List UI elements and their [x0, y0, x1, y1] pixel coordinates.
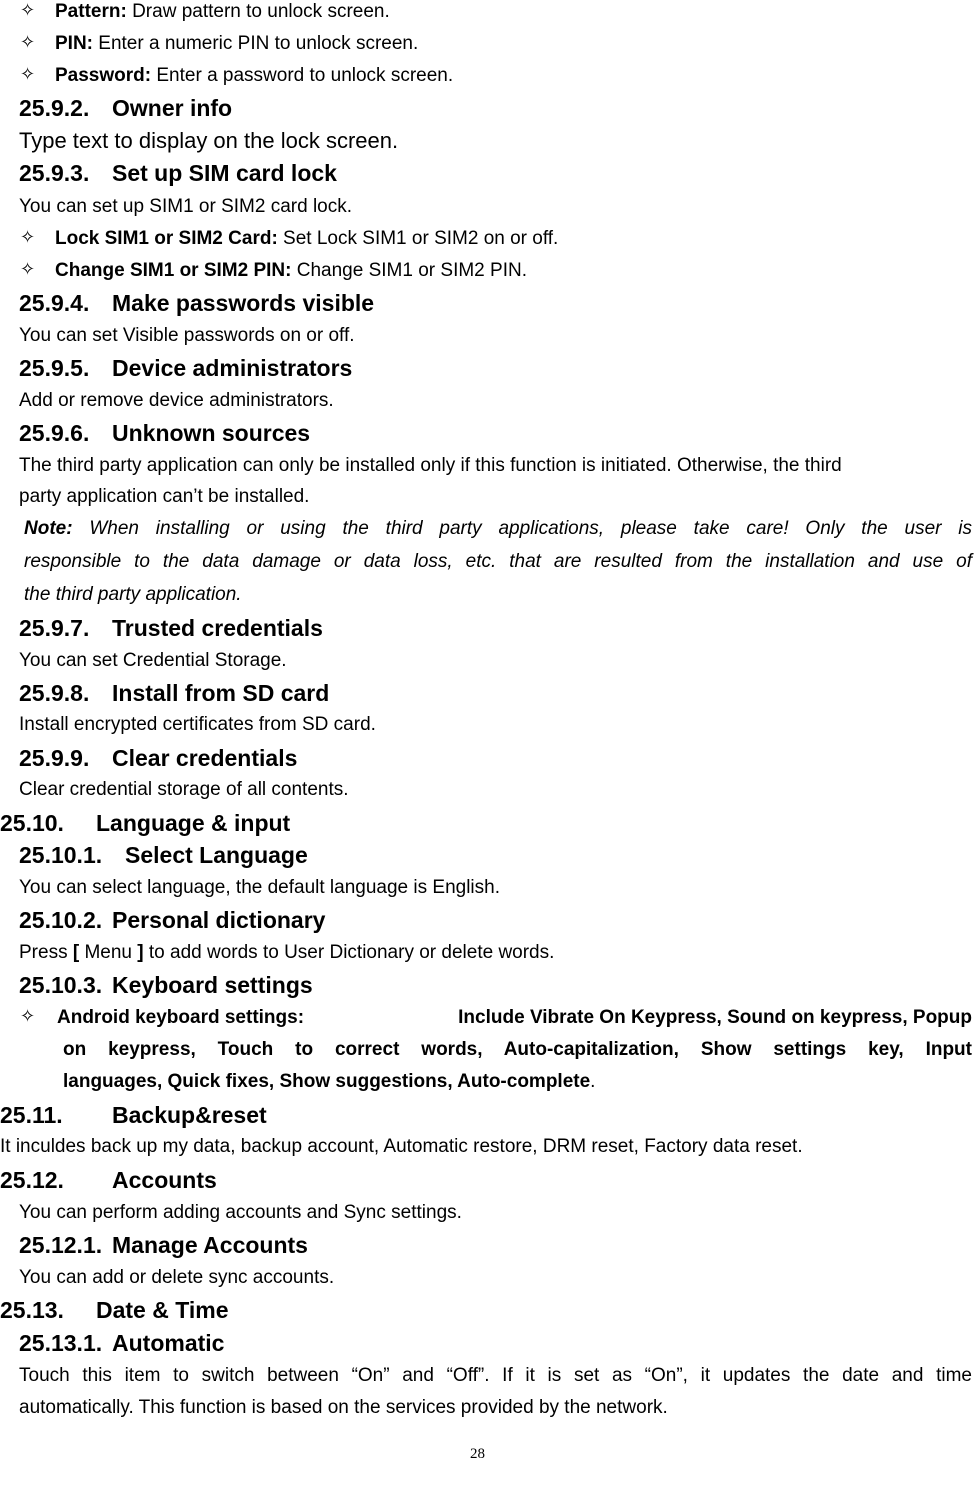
list-item-android-keyboard [57, 1007, 972, 1029]
bullet-icon: ✧ [20, 227, 36, 248]
section-title: Set up SIM card lock [112, 160, 337, 186]
list-item-line [63, 1071, 595, 1093]
heading-install-sd-card [19, 680, 329, 707]
heading-owner-info [19, 95, 232, 122]
paragraph: You can set up SIM1 or SIM2 card lock. [19, 196, 353, 217]
section-number: 25.12.1. [19, 1232, 103, 1258]
heading-sim-card-lock [19, 160, 337, 187]
section-title: Date & Time [96, 1297, 229, 1323]
menu-key-text: Menu [79, 942, 138, 963]
bullet-icon: ✧ [20, 64, 36, 85]
list-item-pattern [55, 1, 390, 23]
list-item-line: on keypress, Touch to correct words, Auto-capitalization, Show settings key, Input [63, 1039, 972, 1060]
list-item-lock-sim [55, 228, 558, 250]
paragraph: You can select language, the default language is English. [19, 877, 500, 898]
item-label: Lock SIM1 or SIM2 Card: [55, 228, 278, 249]
section-title: Install from SD card [112, 680, 330, 706]
list-item-password [55, 65, 453, 87]
item-label: Pattern: [55, 1, 127, 22]
section-title: Make passwords visible [112, 290, 375, 316]
paragraph: Clear credential storage of all contents. [19, 779, 349, 800]
heading-automatic [19, 1330, 224, 1357]
bullet-icon: ✧ [20, 0, 36, 21]
section-number: 25.13. [0, 1297, 64, 1323]
item-text: languages, Quick fixes, Show suggestions, Auto-complete [63, 1071, 591, 1092]
section-title: Manage Accounts [112, 1232, 308, 1258]
item-label: Android keyboard settings: [57, 1007, 305, 1028]
heading-keyboard-settings [19, 972, 313, 999]
heading-personal-dictionary [19, 907, 325, 934]
section-number: 25.9.8. [19, 680, 90, 706]
paragraph: It inculdes back up my data, backup account, Automatic restore, DRM reset, Factory data reset. [0, 1136, 803, 1157]
heading-select-language [19, 842, 308, 869]
item-end: . [590, 1071, 596, 1092]
heading-manage-accounts [19, 1232, 308, 1259]
paragraph: Install encrypted certificates from SD card. [19, 714, 376, 735]
section-number: 25.10.3. [19, 972, 103, 998]
bullet-icon: ✧ [20, 32, 36, 53]
section-number: 25.10.1. [19, 842, 103, 868]
item-label: Change SIM1 or SIM2 PIN: [55, 260, 292, 281]
heading-device-administrators [19, 355, 352, 382]
page-number: 28 [470, 1446, 485, 1462]
bracket: [ [72, 942, 80, 963]
paragraph: Type text to display on the lock screen. [19, 128, 399, 153]
section-title: Personal dictionary [112, 907, 326, 933]
section-title: Accounts [112, 1167, 217, 1193]
note-text: When installing or using the third party applications, please take care! Only the user is [72, 518, 972, 539]
item-text: Draw pattern to unlock screen. [126, 1, 390, 22]
section-title: Automatic [112, 1330, 225, 1356]
paragraph: You can perform adding accounts and Sync settings. [19, 1202, 462, 1223]
text: Press [19, 942, 73, 963]
section-title: Keyboard settings [112, 972, 313, 998]
heading-unknown-sources [19, 420, 310, 447]
heading-trusted-credentials [19, 615, 323, 642]
paragraph: You can set Visible passwords on or off. [19, 325, 355, 346]
paragraph [19, 942, 554, 964]
note-line [24, 518, 972, 540]
text: to add words to User Dictionary or delete words. [143, 942, 555, 963]
paragraph-line: The third party application can only be installed only if this function is initiated. Otherwise, the third [19, 455, 842, 476]
section-title: Trusted credentials [112, 615, 323, 641]
paragraph-line: automatically. This function is based on the services provided by the network. [19, 1397, 668, 1418]
paragraph-line: Touch this item to switch between “On” and “Off”. If it is set as “On”, it updates the date and time [19, 1365, 972, 1386]
section-number: 25.9.9. [19, 745, 90, 771]
section-number: 25.10. [0, 810, 64, 836]
paragraph-line: party application can’t be installed. [19, 486, 310, 507]
section-number: 25.9.6. [19, 420, 90, 446]
section-number: 25.9.7. [19, 615, 90, 641]
section-number: 25.9.4. [19, 290, 90, 316]
section-number: 25.9.5. [19, 355, 90, 381]
heading-accounts [0, 1167, 217, 1194]
item-text: Enter a numeric PIN to unlock screen. [93, 33, 419, 54]
item-text: Change SIM1 or SIM2 PIN. [291, 260, 527, 281]
heading-clear-credentials [19, 745, 297, 772]
section-title: Unknown sources [112, 420, 311, 446]
heading-date-time [0, 1297, 229, 1324]
paragraph: Add or remove device administrators. [19, 390, 334, 411]
list-item-change-sim-pin [55, 260, 527, 282]
section-number: 25.11. [0, 1102, 63, 1128]
section-number: 25.9.3. [19, 160, 90, 186]
bracket: ] [137, 942, 144, 963]
section-number: 25.10.2. [19, 907, 103, 933]
note-line: the third party application. [24, 584, 242, 605]
item-label: PIN: [55, 33, 93, 54]
item-text: Set Lock SIM1 or SIM2 on or off. [277, 228, 559, 249]
note-label: Note: [24, 518, 73, 539]
heading-backup-reset [0, 1102, 267, 1129]
section-title: Backup&reset [112, 1102, 267, 1128]
bullet-icon: ✧ [20, 1006, 36, 1027]
heading-language-input [0, 810, 290, 837]
section-number: 25.13.1. [19, 1330, 103, 1356]
section-title: Clear credentials [112, 745, 298, 771]
section-title: Language & input [96, 810, 291, 836]
section-title: Device administrators [112, 355, 353, 381]
paragraph: You can add or delete sync accounts. [19, 1267, 335, 1288]
heading-passwords-visible [19, 290, 374, 317]
section-number: 25.12. [0, 1167, 64, 1193]
list-item-pin [55, 33, 418, 55]
item-label: Password: [55, 65, 152, 86]
item-text: Include Vibrate On Keypress, Sound on keypress, Popup [458, 1007, 972, 1028]
section-title: Select Language [125, 842, 308, 868]
note-line: responsible to the data damage or data loss, etc. that are resulted from the installation and use of [24, 551, 972, 572]
bullet-icon: ✧ [20, 259, 36, 280]
paragraph: You can set Credential Storage. [19, 650, 287, 671]
section-number: 25.9.2. [19, 95, 90, 121]
item-text: Enter a password to unlock screen. [151, 65, 454, 86]
section-title: Owner info [112, 95, 233, 121]
